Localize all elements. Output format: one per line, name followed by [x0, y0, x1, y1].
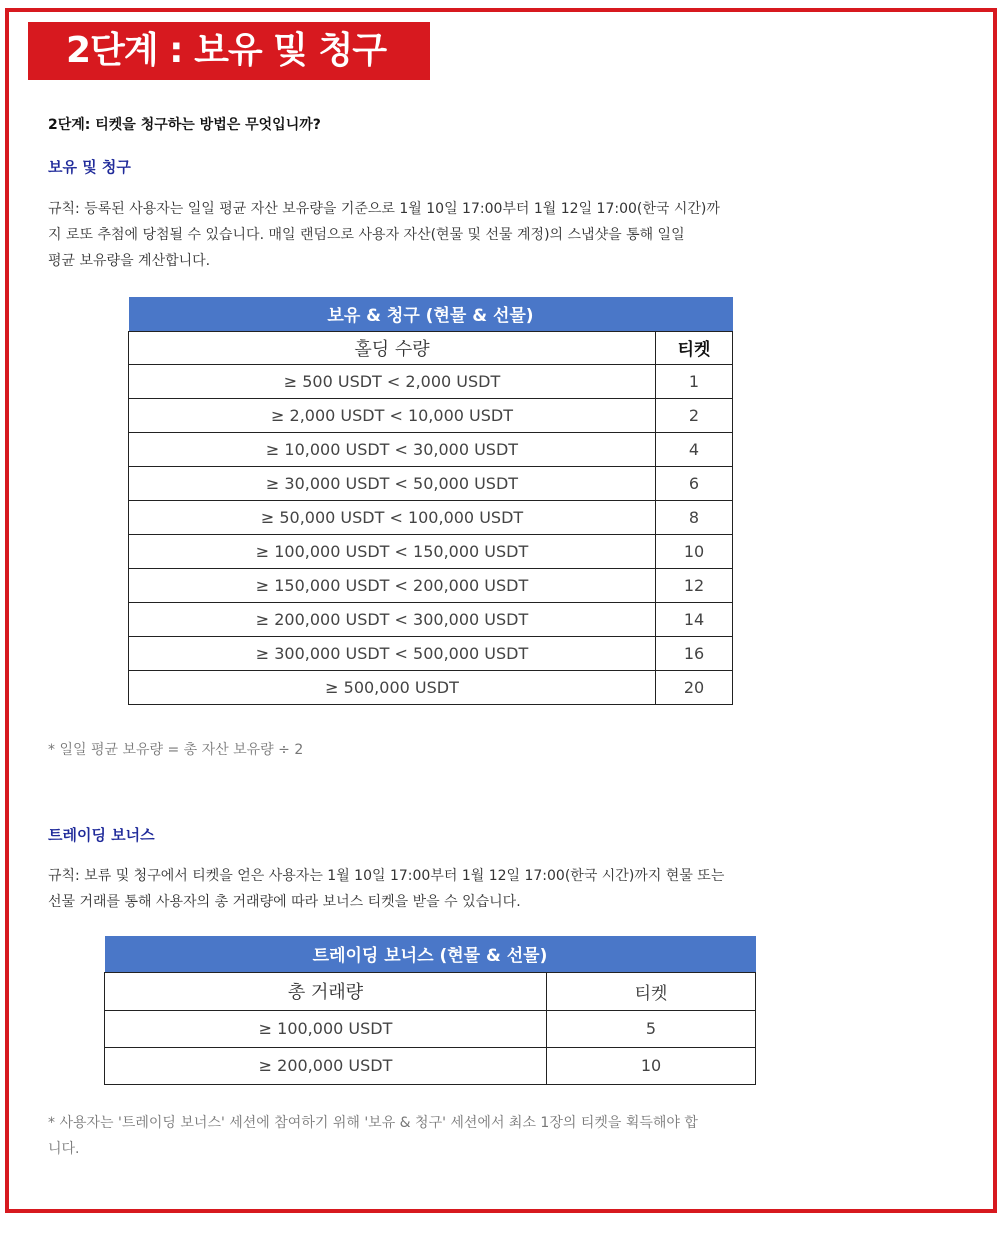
- trading-note: [48, 1110, 818, 1162]
- table-row: [105, 1047, 756, 1084]
- holding-col-header-tickets: 티켓: [656, 331, 733, 364]
- tickets-cell: 16: [656, 636, 733, 670]
- amount-cell: ≥ 10,000 USDT < 30,000 USDT: [129, 432, 656, 466]
- trading-note-line: 니다.: [48, 1141, 80, 1157]
- table-row: [129, 534, 733, 568]
- tickets-cell: 1: [656, 364, 733, 398]
- tickets-cell: 12: [656, 568, 733, 602]
- trading-rule-text: [48, 863, 818, 915]
- amount-cell: ≥ 2,000 USDT < 10,000 USDT: [129, 398, 656, 432]
- trading-col-header-tickets: 티켓: [547, 972, 756, 1010]
- trading-table: [104, 936, 756, 1085]
- table-row: [129, 636, 733, 670]
- trading-section-title: 트레이딩 보너스: [48, 826, 155, 844]
- table-row: [129, 398, 733, 432]
- amount-cell: ≥ 30,000 USDT < 50,000 USDT: [129, 466, 656, 500]
- trading-rule-line: 선물 거래를 통해 사용자의 총 거래량에 따라 보너스 티켓을 받을 수 있습니다.: [48, 894, 521, 910]
- tickets-cell: 20: [656, 670, 733, 704]
- holding-note: * 일일 평균 보유량 = 총 자산 보유량 ÷ 2: [48, 742, 304, 758]
- tickets-cell: 2: [656, 398, 733, 432]
- holding-rule-line: 평균 보유량을 계산합니다.: [48, 253, 211, 269]
- amount-cell: ≥ 300,000 USDT < 500,000 USDT: [129, 636, 656, 670]
- trading-note-line: * 사용자는 '트레이딩 보너스' 세션에 참여하기 위해 '보유 & 청구' 세션에서 최소 1장의 티켓을 획득해야 합: [48, 1115, 698, 1131]
- trading-table-title-row: [105, 936, 756, 972]
- trading-table-header-row: [105, 972, 756, 1010]
- question-heading: 2단계: 티켓을 청구하는 방법은 무엇입니까?: [48, 117, 321, 133]
- amount-cell: ≥ 200,000 USDT: [105, 1047, 547, 1084]
- amount-cell: ≥ 150,000 USDT < 200,000 USDT: [129, 568, 656, 602]
- step-banner: 2단계 : 보유 및 청구: [28, 22, 430, 80]
- table-row: [129, 432, 733, 466]
- table-row: [129, 466, 733, 500]
- table-row: [105, 1010, 756, 1047]
- holding-table-header-row: [129, 331, 733, 364]
- holding-table-title-row: [129, 297, 733, 331]
- tickets-cell: 10: [547, 1047, 756, 1084]
- table-row: [129, 602, 733, 636]
- holding-rule-line: 규칙: 등록된 사용자는 일일 평균 자산 보유량을 기준으로 1월 10일 17:00부터 1월 12일 17:00(한국 시간)까: [48, 201, 720, 217]
- table-row: [129, 500, 733, 534]
- tickets-cell: 14: [656, 602, 733, 636]
- amount-cell: ≥ 100,000 USDT: [105, 1010, 547, 1047]
- holding-rule-text: [48, 196, 818, 274]
- holding-col-header-amount: 홀딩 수량: [129, 331, 656, 364]
- tickets-cell: 4: [656, 432, 733, 466]
- trading-table-title: 트레이딩 보너스 (현물 & 선물): [105, 936, 756, 972]
- amount-cell: ≥ 200,000 USDT < 300,000 USDT: [129, 602, 656, 636]
- trading-rule-line: 규칙: 보류 및 청구에서 티켓을 얻은 사용자는 1월 10일 17:00부터 1월 12일 17:00(한국 시간)까지 현물 또는: [48, 868, 725, 884]
- amount-cell: ≥ 500,000 USDT: [129, 670, 656, 704]
- holding-rule-line: 지 로또 추첨에 당첨될 수 있습니다. 매일 랜덤으로 사용자 자산(현물 및 선물 계정)의 스냅샷을 통해 일일: [48, 227, 685, 243]
- table-row: [129, 364, 733, 398]
- trading-col-header-volume: 총 거래량: [105, 972, 547, 1010]
- amount-cell: ≥ 50,000 USDT < 100,000 USDT: [129, 500, 656, 534]
- table-row: [129, 568, 733, 602]
- tickets-cell: 8: [656, 500, 733, 534]
- holding-table: [128, 297, 733, 705]
- amount-cell: ≥ 100,000 USDT < 150,000 USDT: [129, 534, 656, 568]
- table-row: [129, 670, 733, 704]
- tickets-cell: 10: [656, 534, 733, 568]
- holding-table-title: 보유 & 청구 (현물 & 선물): [129, 297, 733, 331]
- tickets-cell: 5: [547, 1010, 756, 1047]
- amount-cell: ≥ 500 USDT < 2,000 USDT: [129, 364, 656, 398]
- tickets-cell: 6: [656, 466, 733, 500]
- holding-section-title: 보유 및 청구: [48, 158, 131, 176]
